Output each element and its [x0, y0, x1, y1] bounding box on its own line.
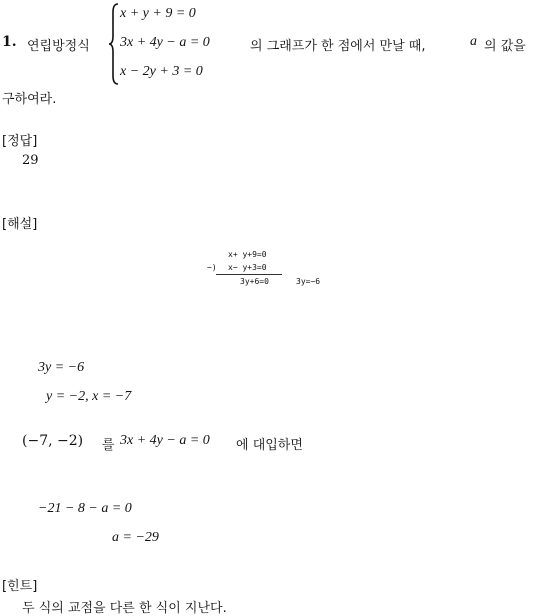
equation-3: x − 2y + 3 = 0 [120, 64, 203, 79]
elim-op: −) [207, 263, 217, 272]
equation-2: 3x + 4y − a = 0 [120, 35, 210, 50]
step-2: y = −2, x = −7 [46, 389, 132, 404]
problem-intro: 연립방정식 [27, 39, 90, 54]
question-text-c: 구하여라. [2, 92, 57, 107]
system-brace [108, 2, 120, 86]
question-text-b: 의 값을 [484, 39, 526, 54]
step-1: 3y = −6 [38, 360, 85, 375]
elim-line2: x− y+3=0 [228, 263, 267, 272]
answer-label: [정답] [2, 134, 38, 149]
step-4: a = −29 [112, 530, 159, 545]
elim-line1: x+ y+9=0 [228, 250, 267, 259]
solution-label: [해설] [2, 217, 38, 232]
answer-value: 29 [22, 153, 39, 168]
substitute-text: 를 [102, 438, 115, 453]
elim-side: 3y=−6 [296, 277, 321, 286]
substitute-eq: 3x + 4y − a = 0 [120, 433, 210, 448]
step-3: −21 − 8 − a = 0 [38, 501, 132, 516]
equation-1: x + y + 9 = 0 [120, 6, 196, 21]
elim-rule [216, 274, 282, 275]
hint-text: 두 식의 교점을 다른 한 식이 지난다. [22, 601, 227, 616]
question-var: a [470, 34, 477, 49]
substitute-tail: 에 대입하면 [236, 438, 303, 453]
problem-number: 1. [2, 34, 17, 50]
hint-label: [힌트] [2, 579, 38, 594]
elim-result: 3y+6=0 [240, 277, 269, 286]
question-text-a: 의 그래프가 한 점에서 만날 때, [250, 39, 426, 54]
substitute-point: (−7, −2) [22, 433, 84, 449]
